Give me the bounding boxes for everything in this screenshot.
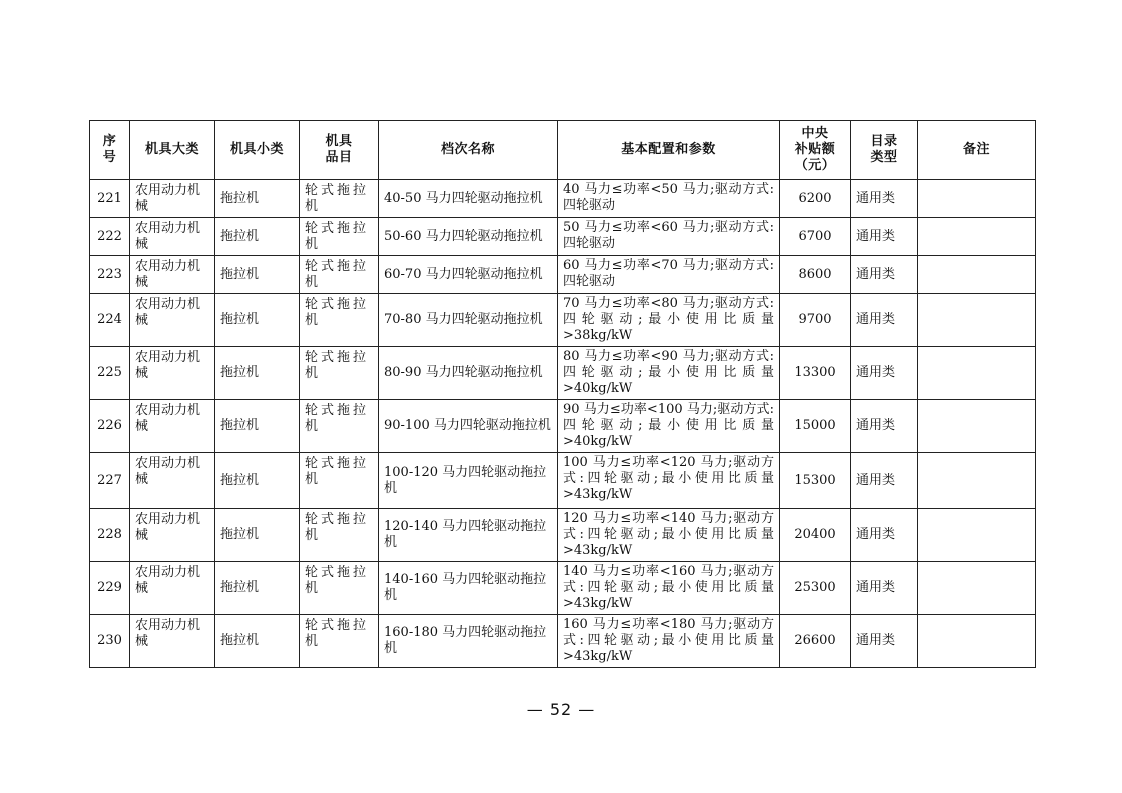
cell-catalog <box>851 180 918 218</box>
header-seq: 序 号 <box>90 121 130 180</box>
cell-config <box>558 615 780 668</box>
cell-category <box>130 218 215 256</box>
cell-item-text: 轮式拖拉机 <box>305 221 370 252</box>
cell-subsidy <box>780 562 851 615</box>
cell-item <box>300 509 379 562</box>
cell-seq <box>90 400 130 453</box>
cell-item <box>300 256 379 294</box>
cell-note <box>918 509 1036 562</box>
cell-category-text: 农用动力机械 <box>135 512 201 543</box>
cell-catalog-text: 通用类 <box>856 580 896 595</box>
page-number: — 52 — <box>526 700 596 719</box>
cell-item-text: 轮式拖拉机 <box>305 350 370 381</box>
cell-subcategory-text: 拖拉机 <box>220 472 260 488</box>
cell-seq-text: 225 <box>97 365 122 380</box>
cell-item <box>300 453 379 509</box>
table-body <box>90 180 1036 668</box>
cell-catalog <box>851 218 918 256</box>
cell-seq-text: 230 <box>97 633 122 648</box>
cell-config-text: 90 马力≤功率<100 马力;驱动方式:四轮驱动;最小使用比质量>40kg/kW <box>563 402 774 449</box>
cell-note <box>918 180 1036 218</box>
cell-category-text: 农用动力机械 <box>135 350 201 381</box>
table-row <box>90 400 1036 453</box>
cell-subsidy-text: 26600 <box>794 633 836 648</box>
cell-catalog-text: 通用类 <box>856 312 896 327</box>
cell-catalog-text: 通用类 <box>856 527 896 542</box>
cell-subsidy <box>780 347 851 400</box>
cell-subcategory-text: 拖拉机 <box>220 633 260 648</box>
cell-catalog <box>851 400 918 453</box>
cell-subsidy-text: 15000 <box>794 418 836 433</box>
cell-subcategory-text: 拖拉机 <box>220 418 260 433</box>
table-row <box>90 509 1036 562</box>
header-item: 机具 品目 <box>300 121 379 180</box>
cell-catalog-text: 通用类 <box>856 418 896 433</box>
cell-subsidy-text: 20400 <box>794 527 836 542</box>
cell-seq-text: 227 <box>97 472 122 488</box>
cell-seq <box>90 509 130 562</box>
cell-item-text: 轮式拖拉机 <box>305 183 370 214</box>
header-config: 基本配置和参数 <box>558 121 780 180</box>
cell-catalog <box>851 615 918 668</box>
cell-config-text: 70 马力≤功率<80 马力;驱动方式:四轮驱动;最小使用比质量>38kg/kW <box>563 296 774 343</box>
cell-note <box>918 294 1036 347</box>
cell-config <box>558 180 780 218</box>
header-note: 备注 <box>918 121 1036 180</box>
cell-catalog <box>851 256 918 294</box>
cell-subsidy-text: 25300 <box>794 580 836 595</box>
cell-subsidy-text: 6200 <box>798 190 832 206</box>
cell-seq <box>90 180 130 218</box>
cell-grade <box>379 453 558 509</box>
cell-category <box>130 453 215 509</box>
cell-config <box>558 509 780 562</box>
cell-item <box>300 294 379 347</box>
cell-grade <box>379 562 558 615</box>
cell-catalog <box>851 562 918 615</box>
table-row <box>90 453 1036 509</box>
cell-subsidy <box>780 453 851 509</box>
cell-grade-text: 60-70 马力四轮驱动拖拉机 <box>384 266 543 282</box>
cell-seq-text: 223 <box>97 266 122 282</box>
header-grade: 档次名称 <box>379 121 558 180</box>
cell-subcategory <box>215 256 300 294</box>
cell-grade <box>379 509 558 562</box>
cell-config <box>558 453 780 509</box>
cell-config-text: 60 马力≤功率<70 马力;驱动方式:四轮驱动 <box>563 258 774 289</box>
cell-item-text: 轮式拖拉机 <box>305 259 370 290</box>
table-row <box>90 615 1036 668</box>
cell-item <box>300 400 379 453</box>
cell-subcategory <box>215 562 300 615</box>
cell-subsidy <box>780 256 851 294</box>
cell-item-text: 轮式拖拉机 <box>305 456 370 487</box>
cell-grade <box>379 180 558 218</box>
cell-config <box>558 562 780 615</box>
cell-item-text: 轮式拖拉机 <box>305 403 370 434</box>
cell-subsidy <box>780 294 851 347</box>
cell-grade-text: 70-80 马力四轮驱动拖拉机 <box>384 312 543 327</box>
cell-catalog-text: 通用类 <box>856 472 896 488</box>
cell-seq <box>90 294 130 347</box>
cell-subsidy-text: 9700 <box>798 312 832 327</box>
cell-category <box>130 256 215 294</box>
cell-subsidy <box>780 180 851 218</box>
cell-catalog-text: 通用类 <box>856 365 896 380</box>
cell-item-text: 轮式拖拉机 <box>305 618 370 649</box>
cell-category <box>130 615 215 668</box>
cell-seq-text: 222 <box>97 228 122 244</box>
cell-category <box>130 509 215 562</box>
cell-config <box>558 256 780 294</box>
cell-note <box>918 218 1036 256</box>
cell-grade <box>379 256 558 294</box>
cell-item <box>300 347 379 400</box>
cell-subcategory <box>215 615 300 668</box>
cell-subcategory <box>215 218 300 256</box>
cell-category-text: 农用动力机械 <box>135 403 201 434</box>
cell-subcategory-text: 拖拉机 <box>220 190 260 206</box>
table-row <box>90 347 1036 400</box>
cell-config-text: 80 马力≤功率<90 马力;驱动方式:四轮驱动;最小使用比质量>40kg/kW <box>563 349 774 396</box>
cell-subcategory <box>215 400 300 453</box>
cell-item <box>300 562 379 615</box>
cell-catalog <box>851 294 918 347</box>
table-row <box>90 256 1036 294</box>
cell-catalog <box>851 509 918 562</box>
cell-subcategory-text: 拖拉机 <box>220 527 260 542</box>
cell-seq <box>90 218 130 256</box>
cell-item <box>300 615 379 668</box>
cell-catalog-text: 通用类 <box>856 633 896 648</box>
header-subcategory: 机具小类 <box>215 121 300 180</box>
cell-seq-text: 229 <box>97 580 122 595</box>
cell-subcategory-text: 拖拉机 <box>220 580 260 595</box>
cell-subsidy-text: 13300 <box>794 365 836 380</box>
cell-subsidy <box>780 509 851 562</box>
cell-grade-text: 50-60 马力四轮驱动拖拉机 <box>384 228 543 244</box>
cell-subsidy <box>780 615 851 668</box>
cell-grade-text: 90-100 马力四轮驱动拖拉机 <box>384 418 551 433</box>
cell-subcategory-text: 拖拉机 <box>220 266 260 282</box>
table-row <box>90 218 1036 256</box>
cell-grade <box>379 218 558 256</box>
cell-note <box>918 453 1036 509</box>
cell-config-text: 40 马力≤功率<50 马力;驱动方式:四轮驱动 <box>563 182 774 213</box>
cell-grade-text: 120-140 马力四轮驱动拖拉机 <box>384 519 547 550</box>
header-category: 机具大类 <box>130 121 215 180</box>
cell-category-text: 农用动力机械 <box>135 221 201 252</box>
cell-config-text: 100 马力≤功率<120 马力;驱动方式:四轮驱动;最小使用比质量>43kg/kW <box>563 455 774 502</box>
cell-category <box>130 180 215 218</box>
cell-subcategory-text: 拖拉机 <box>220 312 260 327</box>
cell-category <box>130 294 215 347</box>
cell-subsidy-text: 15300 <box>794 472 836 488</box>
cell-config-text: 50 马力≤功率<60 马力;驱动方式:四轮驱动 <box>563 220 774 251</box>
cell-grade-text: 100-120 马力四轮驱动拖拉机 <box>384 464 547 496</box>
cell-catalog <box>851 453 918 509</box>
cell-seq-text: 226 <box>97 418 122 433</box>
cell-category-text: 农用动力机械 <box>135 456 201 487</box>
cell-note <box>918 400 1036 453</box>
cell-config-text: 160 马力≤功率<180 马力;驱动方式:四轮驱动;最小使用比质量>43kg/kW <box>563 617 774 664</box>
cell-grade <box>379 400 558 453</box>
cell-seq <box>90 347 130 400</box>
cell-subsidy <box>780 400 851 453</box>
cell-item <box>300 218 379 256</box>
header-subsidy: 中央 补贴额 （元） <box>780 121 851 180</box>
cell-subcategory <box>215 294 300 347</box>
cell-config <box>558 218 780 256</box>
cell-config-text: 140 马力≤功率<160 马力;驱动方式:四轮驱动;最小使用比质量>43kg/kW <box>563 564 774 611</box>
cell-config-text: 120 马力≤功率<140 马力;驱动方式:四轮驱动;最小使用比质量>43kg/kW <box>563 511 774 558</box>
cell-grade-text: 140-160 马力四轮驱动拖拉机 <box>384 572 547 603</box>
cell-catalog <box>851 347 918 400</box>
subsidy-table <box>89 120 1036 668</box>
cell-seq <box>90 256 130 294</box>
cell-item-text: 轮式拖拉机 <box>305 297 370 328</box>
cell-seq <box>90 562 130 615</box>
cell-config <box>558 347 780 400</box>
cell-category <box>130 347 215 400</box>
cell-subcategory <box>215 453 300 509</box>
cell-category <box>130 400 215 453</box>
table-row <box>90 294 1036 347</box>
cell-seq <box>90 453 130 509</box>
cell-seq-text: 224 <box>97 312 122 327</box>
cell-seq-text: 228 <box>97 527 122 542</box>
cell-subcategory <box>215 180 300 218</box>
cell-catalog-text: 通用类 <box>856 228 896 244</box>
cell-item-text: 轮式拖拉机 <box>305 512 370 543</box>
cell-grade-text: 160-180 马力四轮驱动拖拉机 <box>384 625 547 656</box>
cell-subsidy-text: 6700 <box>798 228 832 244</box>
cell-subcategory-text: 拖拉机 <box>220 365 260 380</box>
cell-category-text: 农用动力机械 <box>135 183 201 214</box>
cell-seq <box>90 615 130 668</box>
cell-category-text: 农用动力机械 <box>135 618 201 649</box>
cell-item <box>300 180 379 218</box>
cell-config <box>558 294 780 347</box>
cell-category <box>130 562 215 615</box>
cell-subcategory <box>215 509 300 562</box>
cell-category-text: 农用动力机械 <box>135 259 201 290</box>
cell-subcategory-text: 拖拉机 <box>220 228 260 244</box>
cell-category-text: 农用动力机械 <box>135 565 201 596</box>
table-header-row <box>90 121 1036 180</box>
cell-catalog-text: 通用类 <box>856 266 896 282</box>
table-row <box>90 180 1036 218</box>
cell-note <box>918 562 1036 615</box>
cell-grade-text: 80-90 马力四轮驱动拖拉机 <box>384 365 543 380</box>
cell-item-text: 轮式拖拉机 <box>305 565 370 596</box>
cell-note <box>918 615 1036 668</box>
cell-grade <box>379 294 558 347</box>
cell-grade <box>379 615 558 668</box>
cell-subcategory <box>215 347 300 400</box>
cell-subsidy-text: 8600 <box>798 266 832 282</box>
cell-category-text: 农用动力机械 <box>135 297 201 328</box>
header-catalog: 目录 类型 <box>851 121 918 180</box>
cell-config <box>558 400 780 453</box>
cell-catalog-text: 通用类 <box>856 190 896 206</box>
cell-note <box>918 347 1036 400</box>
cell-grade-text: 40-50 马力四轮驱动拖拉机 <box>384 190 543 206</box>
cell-note <box>918 256 1036 294</box>
cell-seq-text: 221 <box>97 190 122 206</box>
cell-grade <box>379 347 558 400</box>
cell-subsidy <box>780 218 851 256</box>
table-row <box>90 562 1036 615</box>
